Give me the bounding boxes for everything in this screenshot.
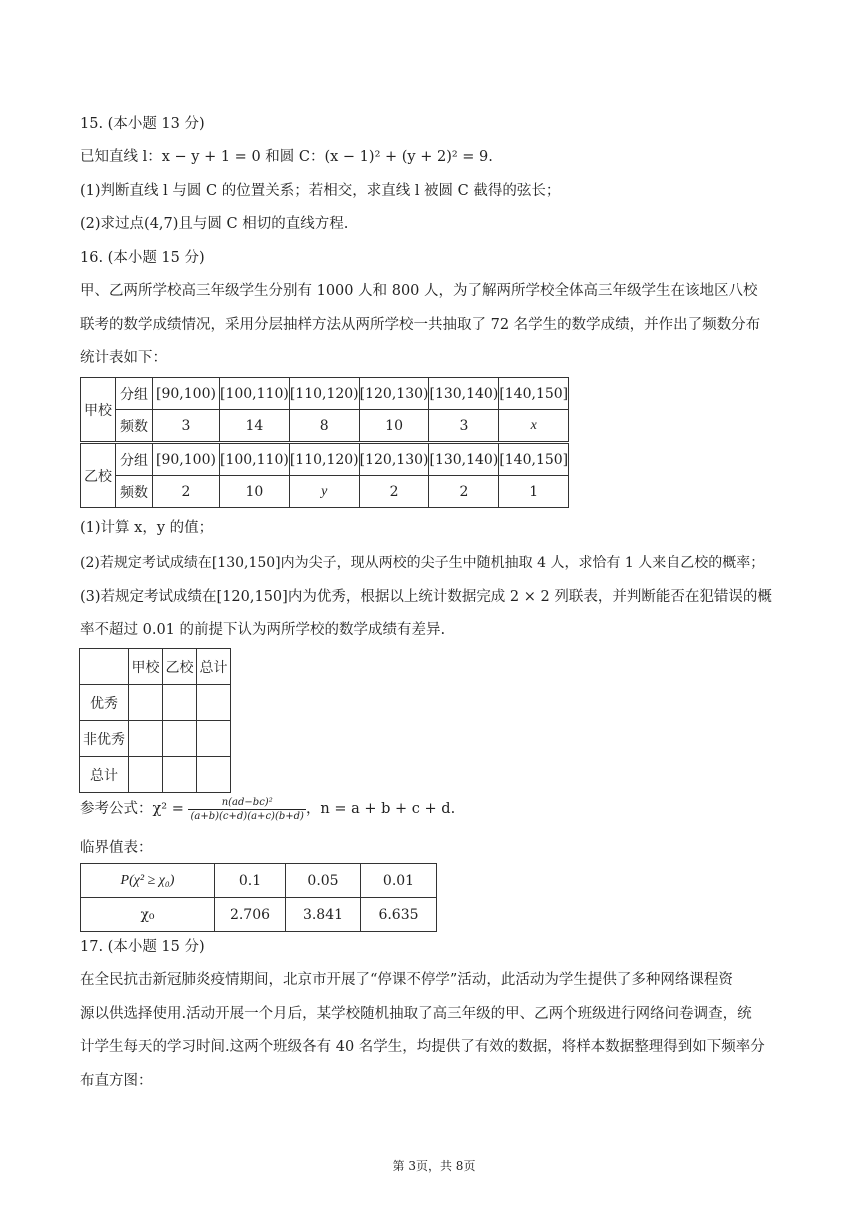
col-header: 总计: [197, 649, 231, 685]
q15-part2: (2)求过点(4,7)且与圆 C 相切的直线方程.: [80, 216, 349, 232]
blank-cell: [129, 721, 163, 757]
crit-cell: 6.635: [361, 898, 437, 932]
row-header: 总计: [80, 757, 129, 793]
q16-para-line3: 统计表如下：: [80, 350, 167, 366]
group-cell: [130,140): [429, 444, 499, 476]
blank-cell: [197, 757, 231, 793]
contingency-table: [79, 648, 231, 793]
group-cell: [140,150]: [499, 378, 569, 410]
freq-label: 频数: [116, 410, 153, 442]
school-label: 乙校: [81, 444, 116, 508]
q17-heading: 17. (本小题 15 分): [80, 939, 205, 955]
freq-table-yi: [80, 443, 569, 508]
crit-row-header: P(χ² ≥ χ₀): [81, 864, 215, 898]
blank-cell: [197, 685, 231, 721]
blank-cell: [163, 721, 197, 757]
count-cell: 8: [289, 410, 359, 442]
school-label: 甲校: [81, 378, 116, 442]
q17-para-line4: 布直方图：: [80, 1073, 153, 1089]
group-cell: [130,140): [429, 378, 499, 410]
reference-formula: [80, 794, 455, 824]
group-cell: [120,130): [359, 378, 429, 410]
q16-part2: (2)若规定考试成绩在[130,150]内为尖子，现从两校的尖子生中随机抽取 4 人，求恰有 1 人来自乙校的概率；: [80, 555, 765, 571]
formula-denominator: (a+b)(c+d)(a+c)(b+d): [190, 810, 304, 822]
q16-heading: 16. (本小题 15 分): [80, 250, 205, 266]
blank-cell: [163, 685, 197, 721]
count-cell: y: [289, 476, 359, 508]
blank-cell: [163, 757, 197, 793]
q15-line1: 已知直线 l：x − y + 1 = 0 和圆 C：(x − 1)² + (y + 2)² = 9.: [80, 149, 493, 165]
count-cell: 3: [153, 410, 220, 442]
count-cell: 2: [359, 476, 429, 508]
count-cell: 10: [220, 476, 290, 508]
count-cell: 2: [153, 476, 220, 508]
group-label: 分组: [116, 444, 153, 476]
count-cell: x: [499, 410, 569, 442]
q16-part1: (1)计算 x，y 的值；: [80, 520, 214, 536]
blank-cell: [129, 685, 163, 721]
group-cell: [110,120): [289, 378, 359, 410]
q17-para-line3: 计学生每天的学习时间.这两个班级各有 40 名学生，均提供了有效的数据，将样本数据整理得到如下频率分: [80, 1039, 765, 1055]
group-cell: [100,110): [220, 444, 290, 476]
blank-cell: [129, 757, 163, 793]
q16-part3-line1: (3)若规定考试成绩在[120,150]内为优秀，根据以上统计数据完成 2 × 2 列联表，并判断能否在犯错误的概: [80, 589, 772, 605]
q17-para-line1: 在全民抗击新冠肺炎疫情期间，北京市开展了“停课不停学”活动，此活动为学生提供了多种网络课程资: [80, 972, 733, 988]
group-label: 分组: [116, 378, 153, 410]
crit-row-header: χ₀: [81, 898, 215, 932]
count-cell: 3: [429, 410, 499, 442]
formula-numerator: n(ad−bc)²: [188, 796, 305, 810]
page-footer: 第 3页，共 8页: [392, 1159, 476, 1173]
count-cell: 10: [359, 410, 429, 442]
formula-fraction: [188, 796, 305, 823]
group-cell: [100,110): [220, 378, 290, 410]
count-cell: 14: [220, 410, 290, 442]
critical-value-table: [80, 863, 437, 932]
group-cell: [110,120): [289, 444, 359, 476]
q16-part3-line2: 率不超过 0.01 的前提下认为两所学校的数学成绩有差异.: [80, 622, 446, 638]
blank-cell: [197, 721, 231, 757]
corner-cell: [80, 649, 129, 685]
crit-cell: 0.01: [361, 864, 437, 898]
crit-table-label: 临界值表：: [80, 840, 153, 856]
q16-para-line1: 甲、乙两所学校高三年级学生分别有 1000 人和 800 人，为了解两所学校全体高三年级学生在该地区八校: [80, 283, 758, 299]
formula-tail: ，n = a + b + c + d.: [305, 801, 456, 817]
q15-part1: (1)判断直线 l 与圆 C 的位置关系；若相交，求直线 l 被圆 C 截得的弦长；: [80, 183, 561, 199]
group-cell: [140,150]: [499, 444, 569, 476]
crit-cell: 3.841: [286, 898, 361, 932]
col-header: 甲校: [129, 649, 163, 685]
group-cell: [90,100): [153, 444, 220, 476]
crit-cell: 0.05: [286, 864, 361, 898]
freq-table-jia: [80, 377, 569, 442]
q15-heading: 15. (本小题 13 分): [80, 116, 205, 132]
crit-cell: 0.1: [215, 864, 286, 898]
q17-para-line2: 源以供选择使用.活动开展一个月后，某学校随机抽取了高三年级的甲、乙两个班级进行网络问卷调查，统: [80, 1006, 752, 1022]
row-header: 非优秀: [80, 721, 129, 757]
group-cell: [90,100): [153, 378, 220, 410]
q16-para-line2: 联考的数学成绩情况，采用分层抽样方法从两所学校一共抽取了 72 名学生的数学成绩，并作出了频数分布: [80, 317, 761, 333]
freq-label: 频数: [116, 476, 153, 508]
count-cell: 1: [499, 476, 569, 508]
formula-label: 参考公式：χ² =: [80, 801, 184, 817]
count-cell: 2: [429, 476, 499, 508]
group-cell: [120,130): [359, 444, 429, 476]
crit-cell: 2.706: [215, 898, 286, 932]
col-header: 乙校: [163, 649, 197, 685]
row-header: 优秀: [80, 685, 129, 721]
